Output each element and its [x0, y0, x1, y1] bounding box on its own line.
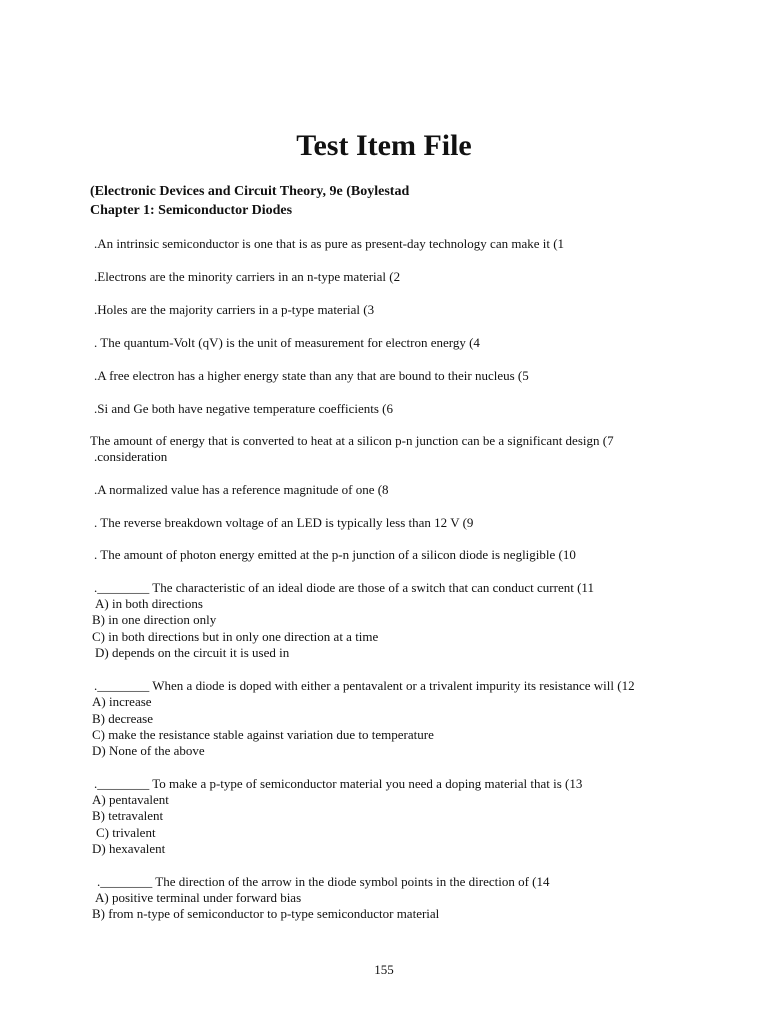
page-number: 155: [374, 962, 394, 977]
question-7: The amount of energy that is converted to heat at a silicon p-n junction can be a significant design (7: [90, 433, 614, 448]
answer-option: A) in both directions: [95, 596, 203, 611]
answer-option: C) make the resistance stable against variation due to temperature: [92, 727, 434, 742]
answer-option: D) depends on the circuit it is used in: [95, 645, 290, 660]
answer-option: A) pentavalent: [92, 792, 169, 807]
question-6: .Si and Ge both have negative temperature coefficients (6: [94, 401, 394, 416]
question-14: .________ The direction of the arrow in the diode symbol points in the direction of (14: [97, 874, 550, 889]
answer-option: B) in one direction only: [92, 612, 217, 627]
answer-option: B) tetravalent: [92, 808, 164, 823]
answer-option: D) hexavalent: [92, 841, 166, 856]
page-title: Test Item File: [296, 129, 472, 162]
question-4: . The quantum-Volt (qV) is the unit of measurement for electron energy (4: [94, 335, 480, 350]
question-11: .________ The characteristic of an ideal diode are those of a switch that can conduct current (11: [94, 580, 594, 595]
question-12: .________ When a diode is doped with either a pentavalent or a trivalent impurity its resistance will (12: [94, 678, 635, 693]
chapter-heading: Chapter 1: Semiconductor Diodes: [90, 203, 293, 218]
question-9: . The reverse breakdown voltage of an LED is typically less than 12 V (9: [94, 515, 474, 530]
question-10: . The amount of photon energy emitted at the p-n junction of a silicon diode is negligible (10: [94, 547, 576, 562]
answer-option: C) in both directions but in only one direction at a time: [92, 629, 379, 644]
question-5: .A free electron has a higher energy state than any that are bound to their nucleus (5: [94, 368, 529, 383]
answer-option: A) increase: [92, 694, 152, 709]
answer-option: B) from n-type of semiconductor to p-type semiconductor material: [92, 906, 440, 921]
question-13: .________ To make a p-type of semiconductor material you need a doping material that is (13: [94, 776, 583, 791]
question-7-continuation: .consideration: [94, 449, 168, 464]
answer-option: C) trivalent: [96, 825, 156, 840]
answer-option: A) positive terminal under forward bias: [95, 890, 302, 905]
answer-option: D) None of the above: [92, 743, 205, 758]
answer-option: B) decrease: [92, 711, 153, 726]
book-reference: (Electronic Devices and Circuit Theory, 9e (Boylestad: [90, 184, 410, 199]
question-8: .A normalized value has a reference magnitude of one (8: [94, 482, 389, 497]
question-2: .Electrons are the minority carriers in an n-type material (2: [94, 269, 401, 284]
question-3: .Holes are the majority carriers in a p-type material (3: [94, 302, 375, 317]
question-1: .An intrinsic semiconductor is one that is as pure as present-day technology can make it (1: [94, 236, 565, 251]
